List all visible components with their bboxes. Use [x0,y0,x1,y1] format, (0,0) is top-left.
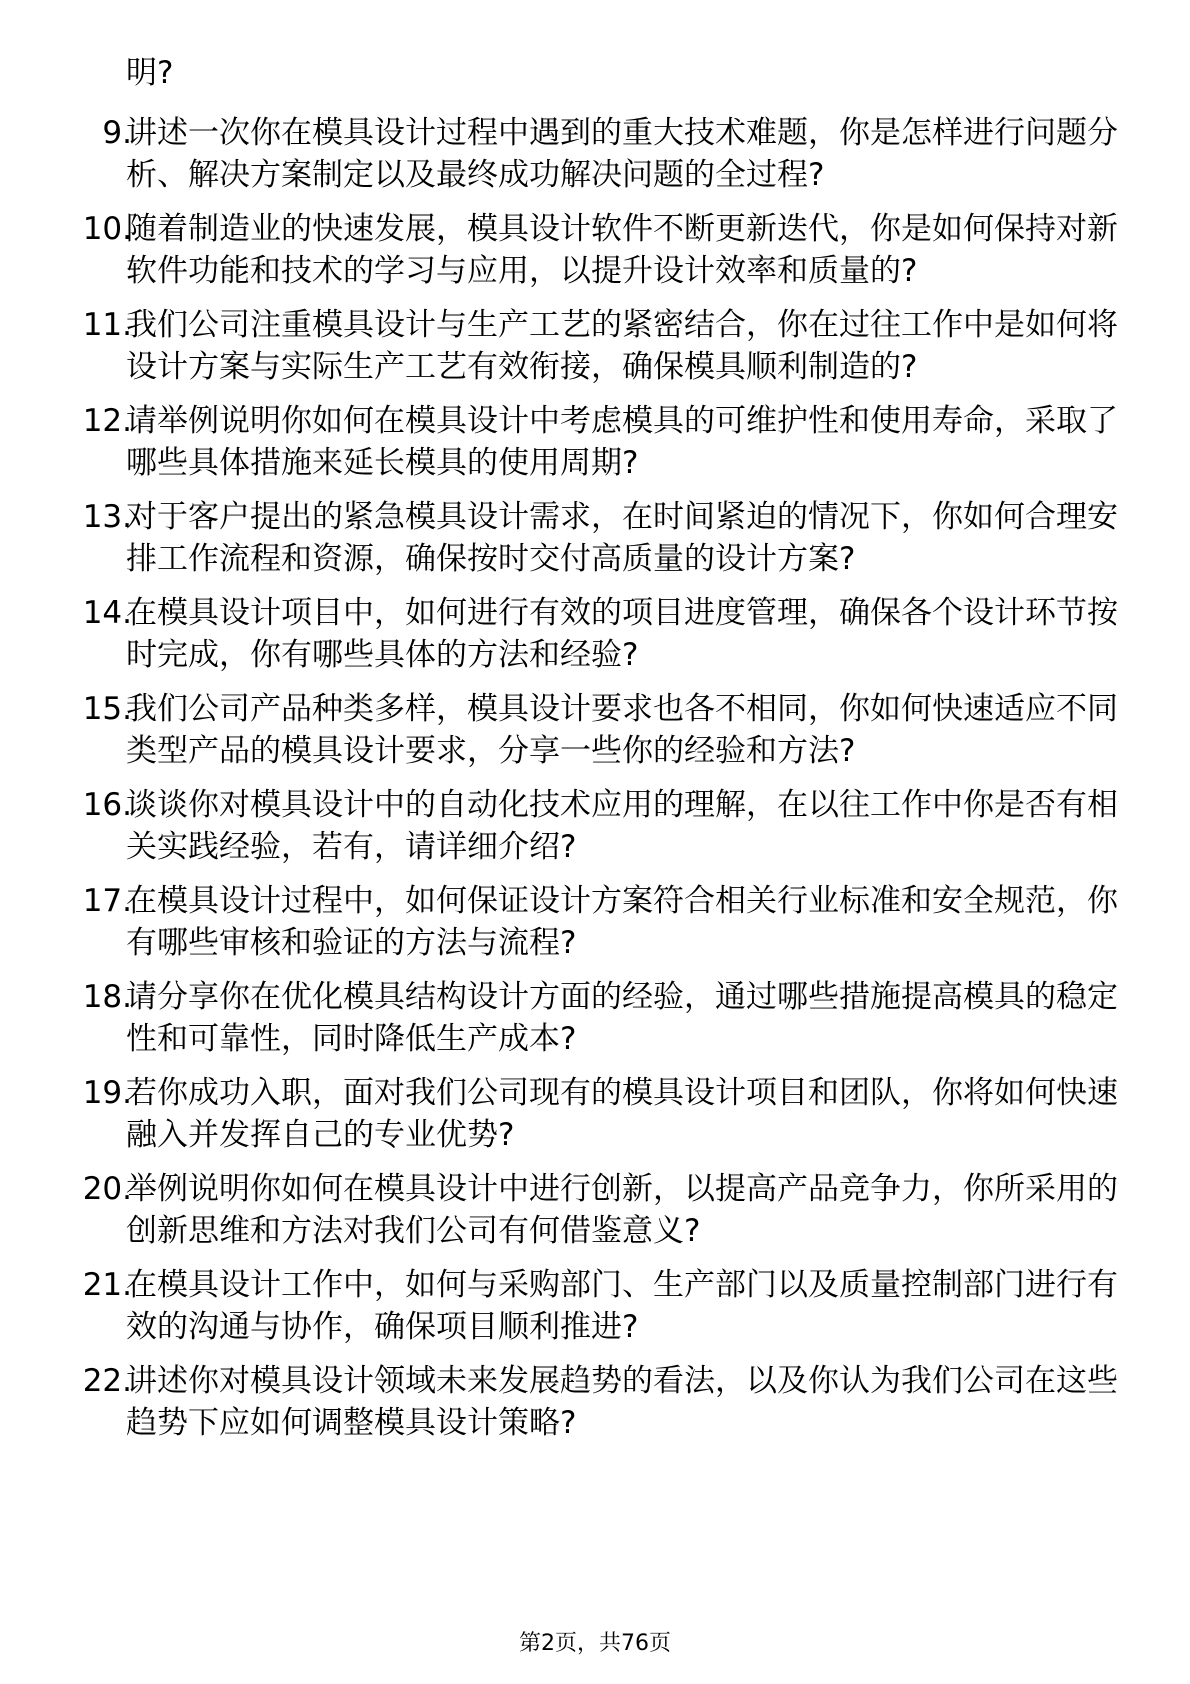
question-text: 请分享你在优化模具结构设计方面的经验，通过哪些措施提高模具的稳定性和可靠性，同时降低生产成本? [126,979,1118,1057]
question-number: 9. [102,115,132,151]
question-item-15 [0,688,1190,772]
question-number: 22. [82,1363,132,1399]
question-list [0,112,1190,1456]
page-number-label: 第2页，共76页 [519,1631,671,1656]
question-item-9 [0,112,1190,196]
question-text: 讲述你对模具设计领域未来发展趋势的看法，以及你认为我们公司在这些趋势下应如何调整模具设计策略? [126,1363,1118,1441]
question-text: 我们公司注重模具设计与生产工艺的紧密结合，你在过往工作中是如何将设计方案与实际生产工艺有效衔接，确保模具顺利制造的? [126,307,1118,385]
question-item-14 [0,592,1190,676]
question-number: 20. [82,1171,132,1207]
question-number: 19. [82,1075,132,1111]
question-number: 11. [82,307,132,343]
question-number: 13. [82,499,132,535]
question-item-13 [0,496,1190,580]
question-item-21 [0,1264,1190,1348]
continuation-text: 明? [126,55,174,91]
question-item-12 [0,400,1190,484]
question-text: 在模具设计工作中，如何与采购部门、生产部门以及质量控制部门进行有效的沟通与协作，确保项目顺利推进? [126,1267,1118,1345]
question-number: 21. [82,1267,132,1303]
question-text: 请举例说明你如何在模具设计中考虑模具的可维护性和使用寿命，采取了哪些具体措施来延长模具的使用周期? [126,403,1118,481]
question-text: 我们公司产品种类多样，模具设计要求也各不相同，你如何快速适应不同类型产品的模具设计要求，分享一些你的经验和方法? [126,691,1118,769]
question-item-16 [0,784,1190,868]
question-item-19 [0,1072,1190,1156]
question-number: 18. [82,979,132,1015]
question-text: 在模具设计项目中，如何进行有效的项目进度管理，确保各个设计环节按时完成，你有哪些具体的方法和经验? [126,595,1118,673]
question-item-17 [0,880,1190,964]
question-text: 举例说明你如何在模具设计中进行创新，以提高产品竞争力，你所采用的创新思维和方法对我们公司有何借鉴意义? [126,1171,1118,1249]
question-text: 讲述一次你在模具设计过程中遇到的重大技术难题，你是怎样进行问题分析、解决方案制定以及最终成功解决问题的全过程? [126,115,1118,193]
question-text: 随着制造业的快速发展，模具设计软件不断更新迭代，你是如何保持对新软件功能和技术的学习与应用，以提升设计效率和质量的? [126,211,1118,289]
question-text: 在模具设计过程中，如何保证设计方案符合相关行业标准和安全规范，你有哪些审核和验证的方法与流程? [126,883,1118,961]
question-item-10 [0,208,1190,292]
question-number: 17. [82,883,132,919]
question-item-22 [0,1360,1190,1444]
question-item-11 [0,304,1190,388]
question-item-20 [0,1168,1190,1252]
question-text: 对于客户提出的紧急模具设计需求，在时间紧迫的情况下，你如何合理安排工作流程和资源，确保按时交付高质量的设计方案? [126,499,1118,577]
question-number: 15. [82,691,132,727]
question-text: 谈谈你对模具设计中的自动化技术应用的理解，在以往工作中你是否有相关实践经验，若有，请详细介绍? [126,787,1118,865]
question-number: 10. [82,211,132,247]
question-item-18 [0,976,1190,1060]
question-number: 14. [82,595,132,631]
question-number: 12. [82,403,132,439]
page-footer [0,1630,1190,1658]
question-number: 16. [82,787,132,823]
question-text: 若你成功入职，面对我们公司现有的模具设计项目和团队，你将如何快速融入并发挥自己的专业优势? [126,1075,1118,1153]
